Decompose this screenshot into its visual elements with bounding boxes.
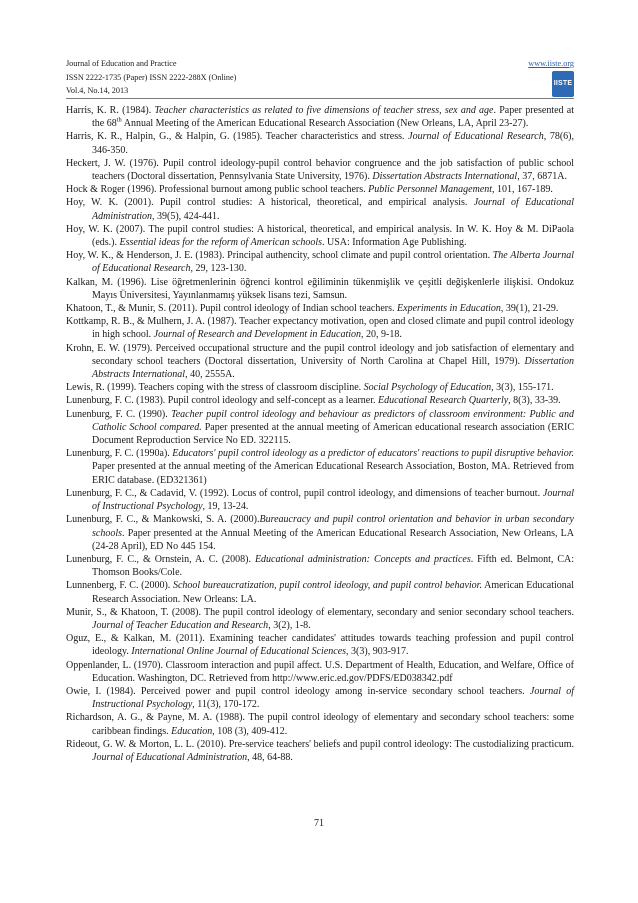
reference-text: , 39(1), 21-29. (500, 303, 559, 315)
journal-issn: ISSN 2222-1735 (Paper) ISSN 2222-288X (Online) (66, 72, 237, 82)
reference-text: Hoy, W. K. (2001). Pupil control studies: A historical, theoretical, and empirical analysis. (66, 197, 474, 209)
reference-text: Paper presented at the annual meeting of American educational research association (ERIC Document Reproduction Service No ED. 322115. (92, 421, 575, 447)
reference-text: , 19, 13-24. (202, 501, 249, 513)
reference-entry (66, 315, 574, 341)
reference-text: Khatoon, T., & Munir, S. (2011). Pupil control ideology of Indian school teachers. (66, 303, 398, 315)
page-header (66, 57, 574, 99)
reference-text: . Paper presented at the 68 (92, 105, 574, 130)
reference-title-italic: Essential ideas for the reform of American schools (119, 237, 322, 249)
reference-entry (66, 408, 574, 448)
iiste-logo: IISTE (552, 71, 574, 97)
reference-text: . Fifth ed. Belmont, CA: Thomson Books/Cole. (92, 553, 575, 579)
journal-name: Journal of Education and Practice (66, 59, 177, 68)
reference-text: Oguz, E., & Kalkan, M. (2011). Examining teacher candidates' attitudes towards teaching profession and pupil control ideology. (66, 633, 574, 658)
reference-text: , 3(3), 903-917. (346, 646, 409, 658)
reference-text: , 48, 64-88. (247, 751, 293, 763)
reference-text: American Educational Research Association. New Orleans: LA. (92, 580, 574, 605)
reference-text: Annual Meeting of the American Educational Research Association (New Orleans, LA, April 23-27). (121, 118, 529, 130)
reference-entry (66, 157, 574, 183)
reference-title-italic: Teacher pupil control ideology and behaviour as predictors of classroom environment: Public and Catholic School compared. (92, 408, 574, 433)
reference-text: Krohn, E. W. (1979). Perceived occupational structure and the pupil control ideology and job satisfaction of elementary and secondary school teachers (Doctoral dissertation, University of North Carolina at Chapel Hill, 1979). (66, 342, 574, 367)
reference-text: Munir, S., & Khatoon, T. (2008). The pupil control ideology of elementary, secondary and senior secondary school teachers. (66, 606, 574, 618)
reference-text: Oppenlander, L. (1970). Classroom interaction and pupil affect. U.S. Department of Health, Education, and Welfare, Office of Education. Washington, DC. Retrieved from http://www.eric.ed.gov/PDFS/ED038342.pdf (66, 659, 574, 684)
reference-entry (66, 276, 574, 302)
reference-entry (66, 183, 574, 196)
reference-text: . Paper presented at the Annual Meeting of the American Educational Research Association, New Orleans, LA (24-28 April), ED No 445 154. (92, 527, 574, 552)
reference-text: Lewis, R. (1999). Teachers coping with the stress of classroom discipline. (66, 382, 364, 394)
reference-text: , 20, 9-18. (361, 329, 402, 341)
reference-entry (66, 606, 574, 632)
reference-text: Harris, K. R. (1984). (66, 105, 155, 116)
reference-text: Harris, K. R., Halpin, G., & Halpin, G. (1985). Teacher characteristics and stress. (66, 131, 409, 143)
reference-entry (66, 659, 574, 685)
reference-entry (66, 394, 574, 407)
reference-text: Hock & Roger (1996). Professional burnout among public school teachers. (66, 184, 369, 196)
reference-title-italic: Education (171, 725, 213, 737)
reference-entry (66, 513, 574, 553)
reference-title-italic: Journal of Teacher Education and Research (92, 619, 269, 631)
reference-text: , 29, 123-130. (190, 263, 247, 275)
reference-entry (66, 130, 574, 156)
reference-title-italic: Journal of Research and Development in Education (153, 329, 362, 341)
reference-title-italic: International Online Journal of Educational Sciences (131, 646, 347, 658)
reference-title-italic: Experiments in Education (397, 303, 501, 315)
reference-text: , 37, 6871A. (517, 171, 567, 183)
reference-entry (66, 579, 574, 605)
reference-entry (66, 302, 574, 315)
reference-title-italic: Journal of Educational Research (408, 131, 544, 143)
header-divider (66, 98, 574, 99)
reference-title-italic: Journal of Instructional Psychology (92, 685, 575, 711)
reference-title-italic: Educational Research Quarterly (378, 395, 509, 407)
page-number: 71 (314, 818, 324, 829)
reference-title-italic: Educators' pupil control ideology as a predictor of educators' reactions to pupil disruptive behavior. (172, 448, 574, 460)
reference-entry (66, 553, 574, 579)
reference-text: Kalkan, M. (1996). Lise öğretmenlerinin öğrenci kontrol eğiliminin tükenmişlik ve çeşitli değişkenlerle ilişkisi. Ondokuz Mayıs Üniversitesi, Yayınlanmamış yüksek lisans tezi, Samsun. (66, 276, 574, 301)
reference-text: th (116, 116, 122, 124)
reference-text: Lunenburg, F. C. (1990a). (66, 448, 173, 460)
reference-entry (66, 738, 574, 764)
reference-title-italic: Journal of Educational Administration (92, 197, 574, 222)
reference-text: Paper presented at the annual meeting of the American Educational Research Association, Boston, MA. Retrieved from ERIC database. (ED321361) (92, 461, 574, 486)
reference-entry (66, 223, 574, 249)
reference-title-italic: School bureaucratization, pupil control ideology, and pupil control behavior. (172, 580, 482, 592)
reference-text: , 11(3), 170-172. (192, 699, 260, 711)
reference-text: Lunenburg, F. C., & Mankowski, S. A. (2000). (66, 514, 260, 526)
reference-text: , 39(5), 424-441. (152, 210, 220, 222)
reference-title-italic: Public Personnel Management, (368, 184, 495, 196)
reference-list (66, 104, 574, 764)
reference-text: 3(3), 155-171. (493, 382, 554, 394)
reference-text: Richardson, A. G., & Payne, M. A. (1988). The pupil control ideology of elementary and secondary school teachers: some caribbean findings. (66, 712, 574, 737)
reference-title-italic: Teacher characteristics as related to five dimensions of teacher stress, sex and age (154, 105, 494, 116)
reference-text: , 40, 2555A. (185, 369, 235, 381)
reference-title-italic: Journal of Instructional Psychology (92, 487, 574, 513)
reference-title-italic: Social Psychology of Education, (363, 382, 494, 394)
reference-title-italic: The Alberta Journal of Educational Research (92, 250, 574, 275)
reference-text: Lunenburg, F. C. (1990). (66, 408, 172, 420)
reference-text: Heckert, J. W. (1976). Pupil control ideology-pupil control behavior congruence and the job satisfaction of public school teachers (Doctoral dissertation, Pennsylvania State University, 1976). (66, 157, 574, 183)
reference-title-italic: Bureaucracy and pupil control orientation and behavior in urban secondary schools (92, 514, 574, 539)
reference-entry (66, 487, 574, 513)
reference-text: , 108 (3), 409-412. (212, 725, 288, 737)
reference-entry (66, 342, 574, 382)
reference-text: Kottkamp, R. B., & Mulhern, J. A. (1987). Teacher expectancy motivation, open and closed climate and pupil control ideology in high school. (66, 316, 574, 341)
reference-text: . USA: Information Age Publishing. (322, 237, 467, 249)
reference-title-italic: Dissertation Abstracts International (92, 355, 574, 381)
journal-url-link[interactable]: www.iiste.org (528, 59, 574, 68)
reference-text: Lunnenberg, F. C. (2000). (66, 580, 173, 592)
reference-text: Hoy, W. K., & Henderson, J. E. (1983). Principal authencity, school climate and pupil control orientation. (66, 250, 493, 262)
reference-title-italic: Educational administration: Concepts and practices (254, 553, 471, 565)
reference-text: Rideout, G. W. & Morton, L. L. (2010). Pre-service teachers' beliefs and pupil control ideology: The custodializing practicum. (66, 738, 574, 750)
reference-entry (66, 249, 574, 275)
reference-entry (66, 196, 574, 222)
reference-entry (66, 447, 574, 487)
reference-text: , 3(2), 1-8. (268, 619, 311, 631)
reference-text: Lunenburg, F. C. (1983). Pupil control ideology and self-concept as a learner. (66, 395, 378, 407)
reference-entry (66, 711, 574, 737)
reference-text: , 8(3), 33-39. (508, 395, 561, 407)
reference-title-italic: Journal of Educational Administration (92, 751, 248, 763)
reference-text: 101, 167-189. (494, 184, 553, 196)
reference-entry (66, 104, 574, 130)
reference-entry (66, 632, 574, 658)
reference-text: , 78(6), 346-350. (92, 131, 575, 156)
reference-text: Lunenburg, F. C., & Cadavid, V. (1992). Locus of control, pupil control ideology, and dimensions of teacher burnout. (66, 487, 543, 499)
reference-text: Hoy, W. K. (2007). The pupil control studies: A historical, theoretical, and empirical analysis. In W. K. Hoy & M. DiPaola (eds.). (66, 223, 574, 249)
reference-entry (66, 685, 574, 711)
reference-text: Lunenburg, F. C., & Ornstein, A. C. (2008). (66, 553, 255, 565)
journal-volume: Vol.4, No.14, 2013 (66, 86, 129, 95)
reference-text: Owie, I. (1984). Perceived power and pupil control ideology among in-service secondary school teachers. (66, 685, 530, 697)
reference-entry (66, 381, 574, 394)
reference-title-italic: Dissertation Abstracts International (372, 171, 518, 183)
